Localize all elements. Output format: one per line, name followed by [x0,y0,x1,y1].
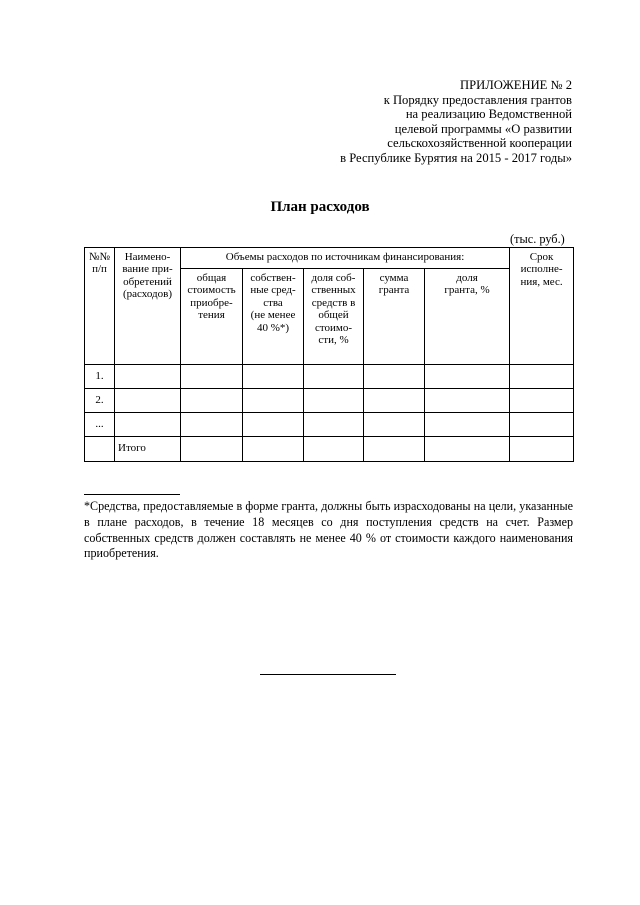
subheader-own-share: доля соб- ственных средств в общей стоимо- сти, % [304,269,364,365]
table-cell [364,437,425,462]
appendix-line: в Республике Бурятия на 2015 - 2017 годы» [340,150,572,165]
units-label: (тыс. руб.) [510,232,565,246]
appendix-line: к Порядку предоставления грантов [383,92,572,107]
table-cell [181,437,243,462]
table-cell [304,365,364,389]
table-cell [425,413,510,437]
table-cell [364,413,425,437]
table-cell [510,365,574,389]
appendix-line: сельскохозяйственной кооперации [387,136,572,151]
appendix-line: на реализацию Ведомственной [405,107,572,122]
table-cell [243,437,304,462]
row-item-name [115,389,181,413]
footnote-divider [84,494,180,495]
footnote-text: *Средства, предоставляемые в форме гранта, должны быть израсходованы на цели, указанные в плане расходов, в течение 18 месяцев со дня поступления средств на счет. Размер собственных средств должен составлять не менее 40 % от стоимости каждого наименования приобретения. [84,499,573,561]
table-cell [304,413,364,437]
table-cell [181,413,243,437]
header-term: Срок исполне- ния, мес. [510,248,574,365]
table-cell [243,389,304,413]
total-label: Итого [115,437,181,462]
table-cell [364,389,425,413]
subheader-grant-share: доля гранта, % [425,269,510,365]
table-cell [243,413,304,437]
expense-plan-table [84,247,574,462]
appendix-header [252,78,572,166]
header-name: Наимено- вание при- обретений (расходов) [115,248,181,365]
table-total-row [85,437,574,462]
table-header-row [85,248,574,269]
table-row [85,389,574,413]
header-volumes: Объемы расходов по источникам финансирования: [181,248,510,269]
appendix-number: ПРИЛОЖЕНИЕ № 2 [460,78,572,92]
table-cell [510,389,574,413]
row-number: ... [85,413,115,437]
row-item-name [115,365,181,389]
table-cell [425,389,510,413]
table-cell [425,365,510,389]
table-row [85,365,574,389]
appendix-line: целевой программы «О развитии [394,121,572,136]
end-of-document-line [260,674,396,675]
table-cell [364,365,425,389]
row-item-name [115,413,181,437]
row-number: 2. [85,389,115,413]
subheader-own-funds: собствен- ные сред- ства (не менее 40 %*) [243,269,304,365]
table-cell [304,389,364,413]
table-cell [425,437,510,462]
row-number: 1. [85,365,115,389]
subheader-grant-sum: сумма гранта [364,269,425,365]
table-cell [304,437,364,462]
table-cell [510,437,574,462]
table-cell [181,365,243,389]
table-cell [510,413,574,437]
table-cell [243,365,304,389]
document-title: План расходов [270,199,370,215]
header-num: №№ п/п [85,248,115,365]
row-number [85,437,115,462]
table-row [85,413,574,437]
table-cell [181,389,243,413]
subheader-total-cost: общая стоимость приобре- тения [181,269,243,365]
